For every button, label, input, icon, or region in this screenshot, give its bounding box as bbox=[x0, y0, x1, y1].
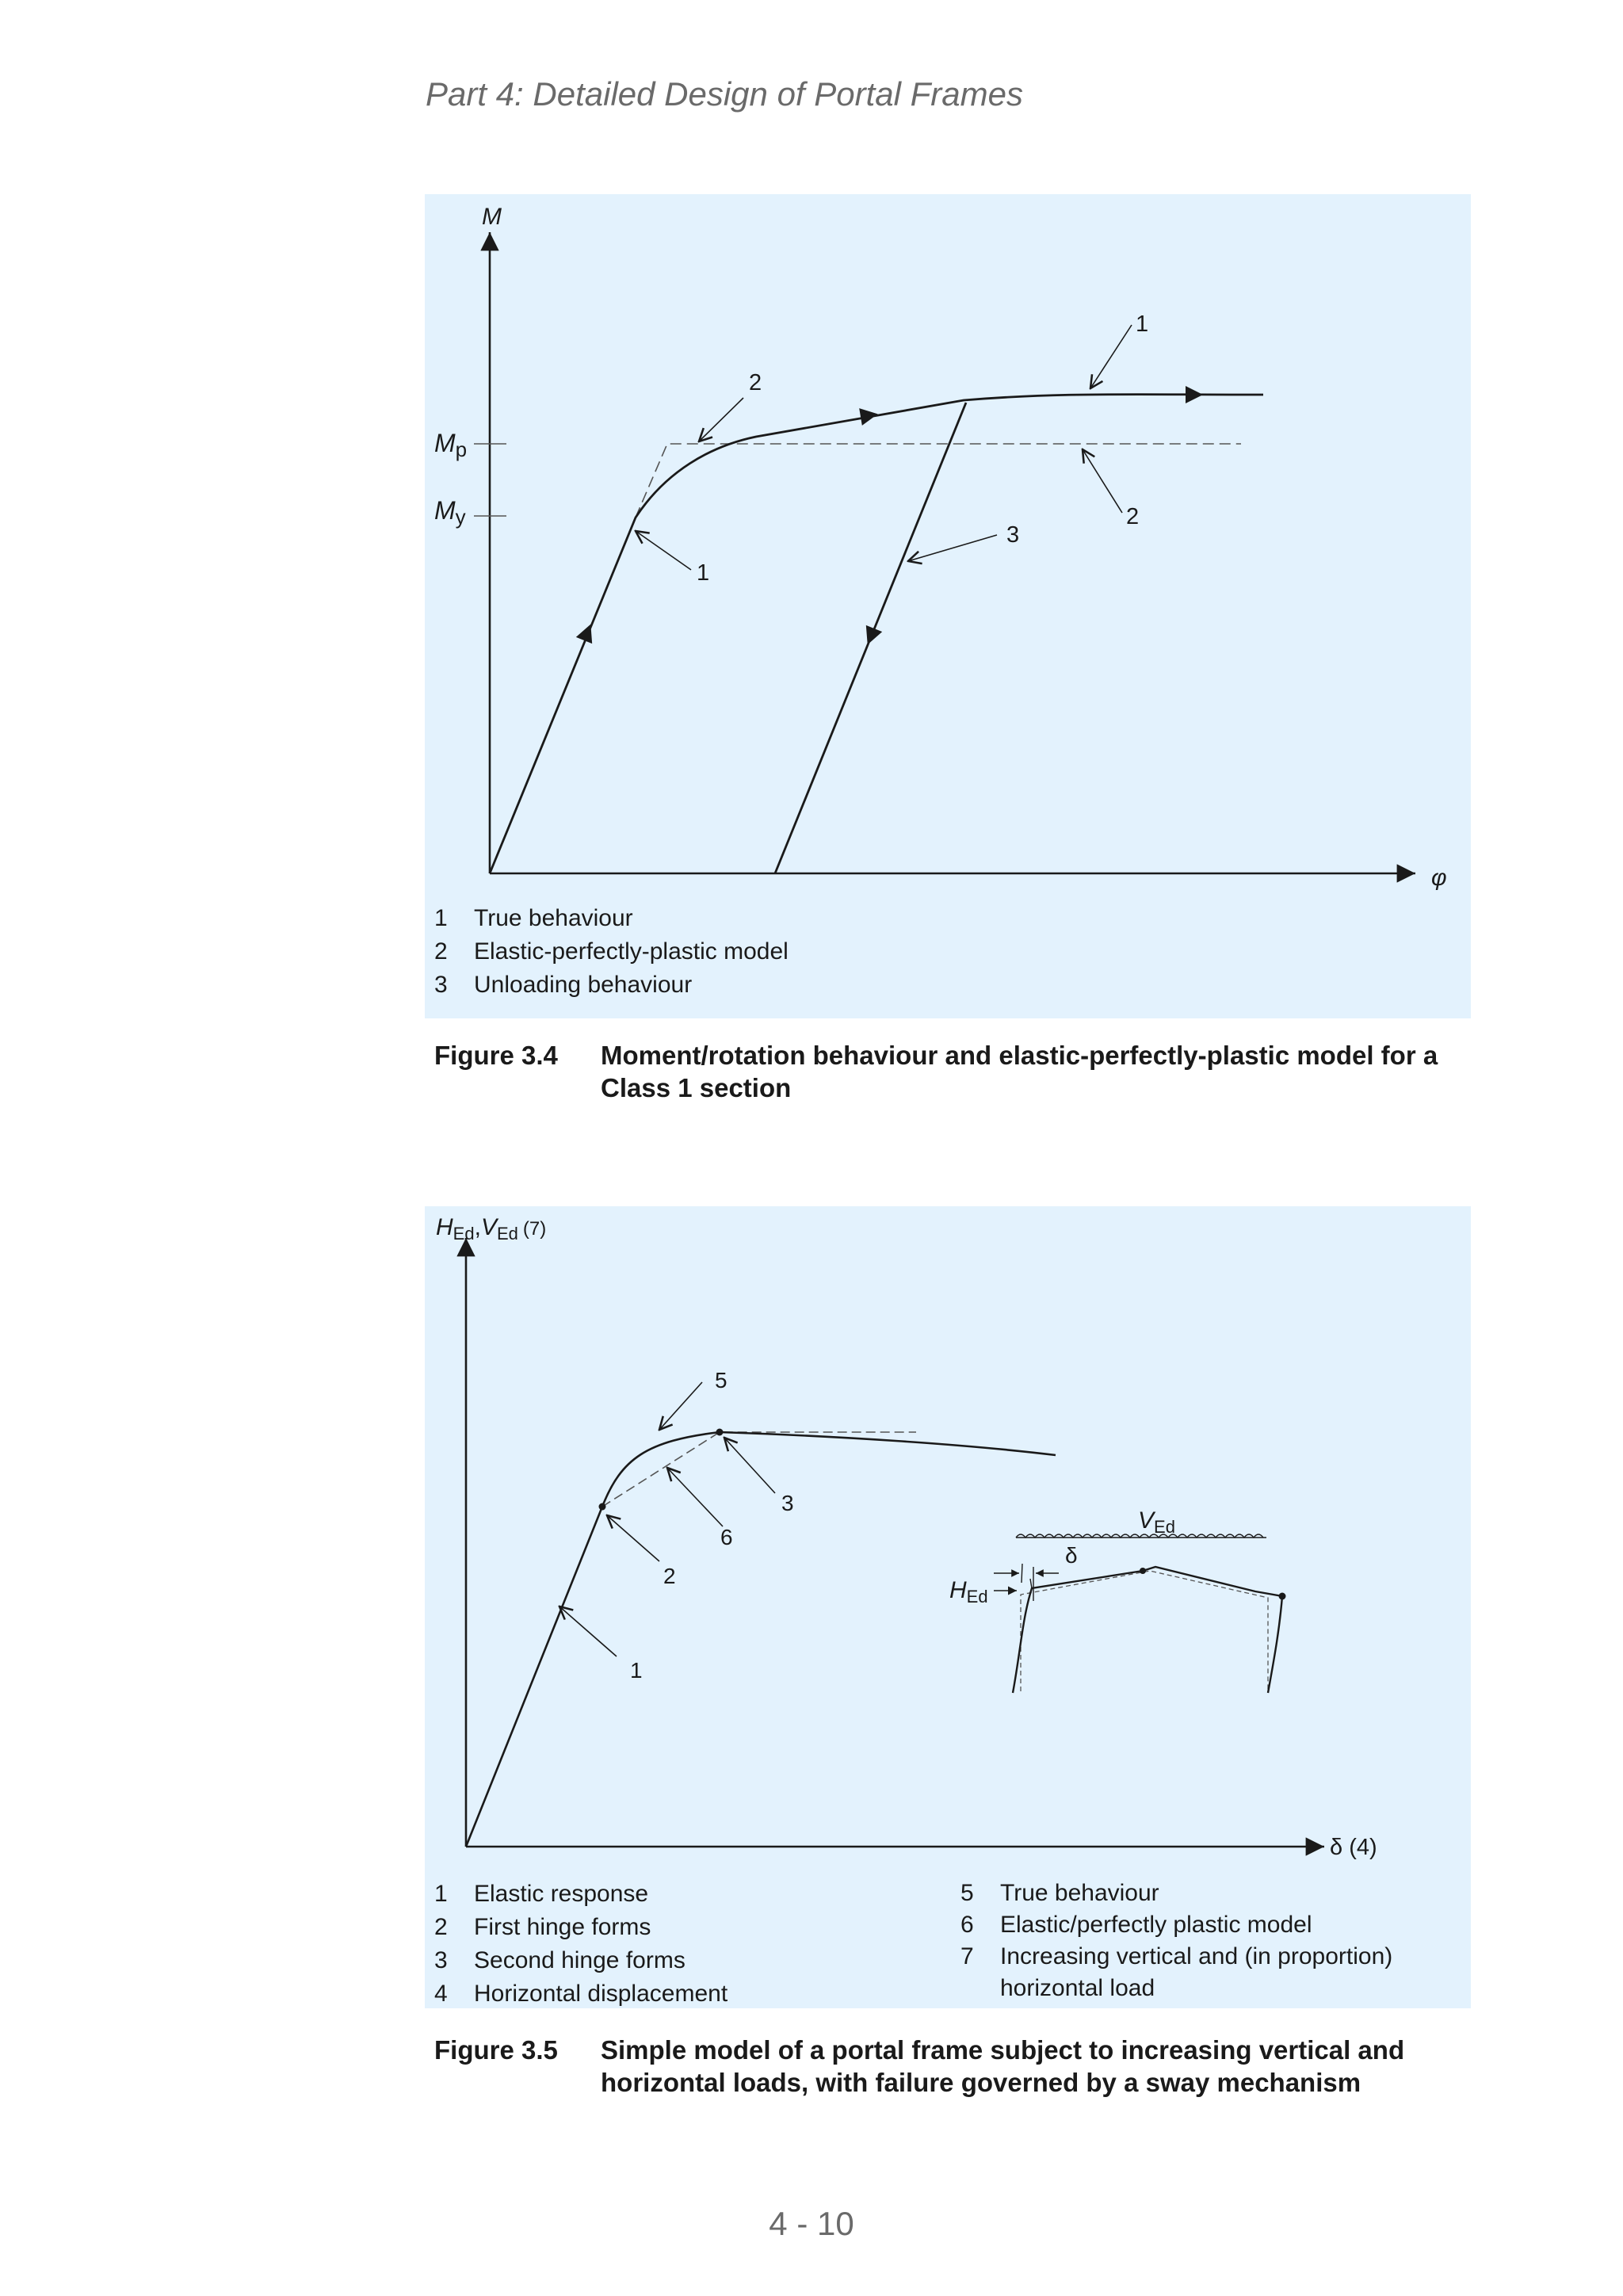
callout-1-top-leader bbox=[1090, 325, 1132, 388]
callout-1-top: 1 bbox=[1136, 311, 1149, 337]
legend-item: 2 Elastic-perfectly-plastic model bbox=[434, 938, 789, 965]
portal-frame-inset bbox=[949, 1507, 1286, 1693]
callout-3-leader bbox=[724, 1438, 775, 1493]
page-number: 4 - 10 bbox=[769, 2205, 854, 2242]
true-curve-end-arrow-head bbox=[1186, 386, 1203, 403]
caption-text: Moment/rotation behaviour and elastic-perfectly-plastic model for a Class 1 section bbox=[601, 1041, 1438, 1102]
callout-2: 2 bbox=[663, 1564, 676, 1588]
callout-2-right: 2 bbox=[1126, 504, 1140, 529]
elastic-perfectly-plastic-model-line bbox=[636, 444, 1241, 518]
vertical-load-label: $V_{Ed}$ bbox=[1138, 1507, 1175, 1537]
my-label: My bbox=[434, 496, 466, 529]
caption-number: Figure 3.5 bbox=[434, 2035, 558, 2065]
elastic-perfectly-plastic-model-line bbox=[602, 1432, 916, 1507]
callout-2-top: 2 bbox=[749, 370, 762, 395]
legend-item: 1 True behaviour bbox=[434, 905, 633, 931]
callout-3: 3 bbox=[781, 1491, 794, 1515]
callout-3-leader bbox=[908, 535, 997, 561]
moment-rotation-diagram bbox=[425, 194, 1471, 1018]
legend-item: 2 First hinge forms bbox=[434, 1914, 651, 1940]
x-axis-label: φ bbox=[1431, 865, 1447, 891]
callout-1-leader bbox=[559, 1606, 617, 1656]
callout-2-top-leader bbox=[699, 398, 743, 441]
figure-3-4-panel bbox=[425, 194, 1471, 1018]
callout-2-right-leader bbox=[1083, 449, 1122, 513]
callout-2-leader bbox=[607, 1515, 659, 1561]
x-axis-label: δ (4) bbox=[1330, 1835, 1377, 1860]
y-axis-label: $H_{Ed},V_{Ed}$ $^{(7)}$ bbox=[436, 1214, 547, 1244]
legend-item: horizontal load bbox=[1000, 1975, 1155, 2001]
y-axis-label: M bbox=[482, 204, 502, 230]
figure-3-5-legend-left bbox=[434, 1878, 727, 2011]
legend-item: 5 True behaviour bbox=[960, 1880, 1159, 1906]
delta-label: δ bbox=[1065, 1543, 1078, 1568]
callout-1-bottom-leader bbox=[636, 531, 691, 570]
callout-5: 5 bbox=[715, 1368, 727, 1392]
callout-1-bottom: 1 bbox=[697, 560, 710, 586]
callout-5-leader bbox=[659, 1382, 702, 1430]
caption-text: Simple model of a portal frame subject to increasing vertical and horizontal loads, with failure governed by a sway mechanism bbox=[601, 2035, 1405, 2097]
second-hinge-point bbox=[716, 1429, 724, 1436]
legend-item: 1 Elastic response bbox=[434, 1881, 649, 1907]
mp-label: Mp bbox=[434, 429, 468, 461]
legend-item: 7 Increasing vertical and (in proportion) bbox=[960, 1943, 1393, 1969]
legend-item: 6 Elastic/perfectly plastic model bbox=[960, 1912, 1312, 1938]
deformed-frame bbox=[1013, 1567, 1282, 1693]
callout-6-leader bbox=[667, 1468, 723, 1526]
legend-item: 3 Unloading behaviour bbox=[434, 972, 693, 998]
unloading-arrow-head bbox=[860, 625, 883, 648]
legend-item: 3 Second hinge forms bbox=[434, 1947, 685, 1973]
true-behaviour-curve bbox=[466, 1432, 1056, 1847]
first-hinge-point bbox=[599, 1503, 606, 1511]
callout-6: 6 bbox=[720, 1525, 733, 1549]
caption-number: Figure 3.4 bbox=[434, 1041, 558, 1070]
figure-3-5-legend-right bbox=[960, 1878, 1392, 2004]
figure-3-5-panel bbox=[425, 1206, 1471, 2008]
loading-arrow-head bbox=[576, 621, 599, 644]
horizontal-load-label: $H_{Ed}$ bbox=[949, 1577, 988, 1606]
figure-3-4-legend bbox=[434, 902, 789, 1002]
callout-3: 3 bbox=[1006, 522, 1020, 548]
legend-item: 4 Horizontal displacement bbox=[434, 1981, 728, 2007]
callout-1: 1 bbox=[630, 1658, 643, 1683]
running-title: Part 4: Detailed Design of Portal Frames bbox=[426, 75, 1023, 113]
